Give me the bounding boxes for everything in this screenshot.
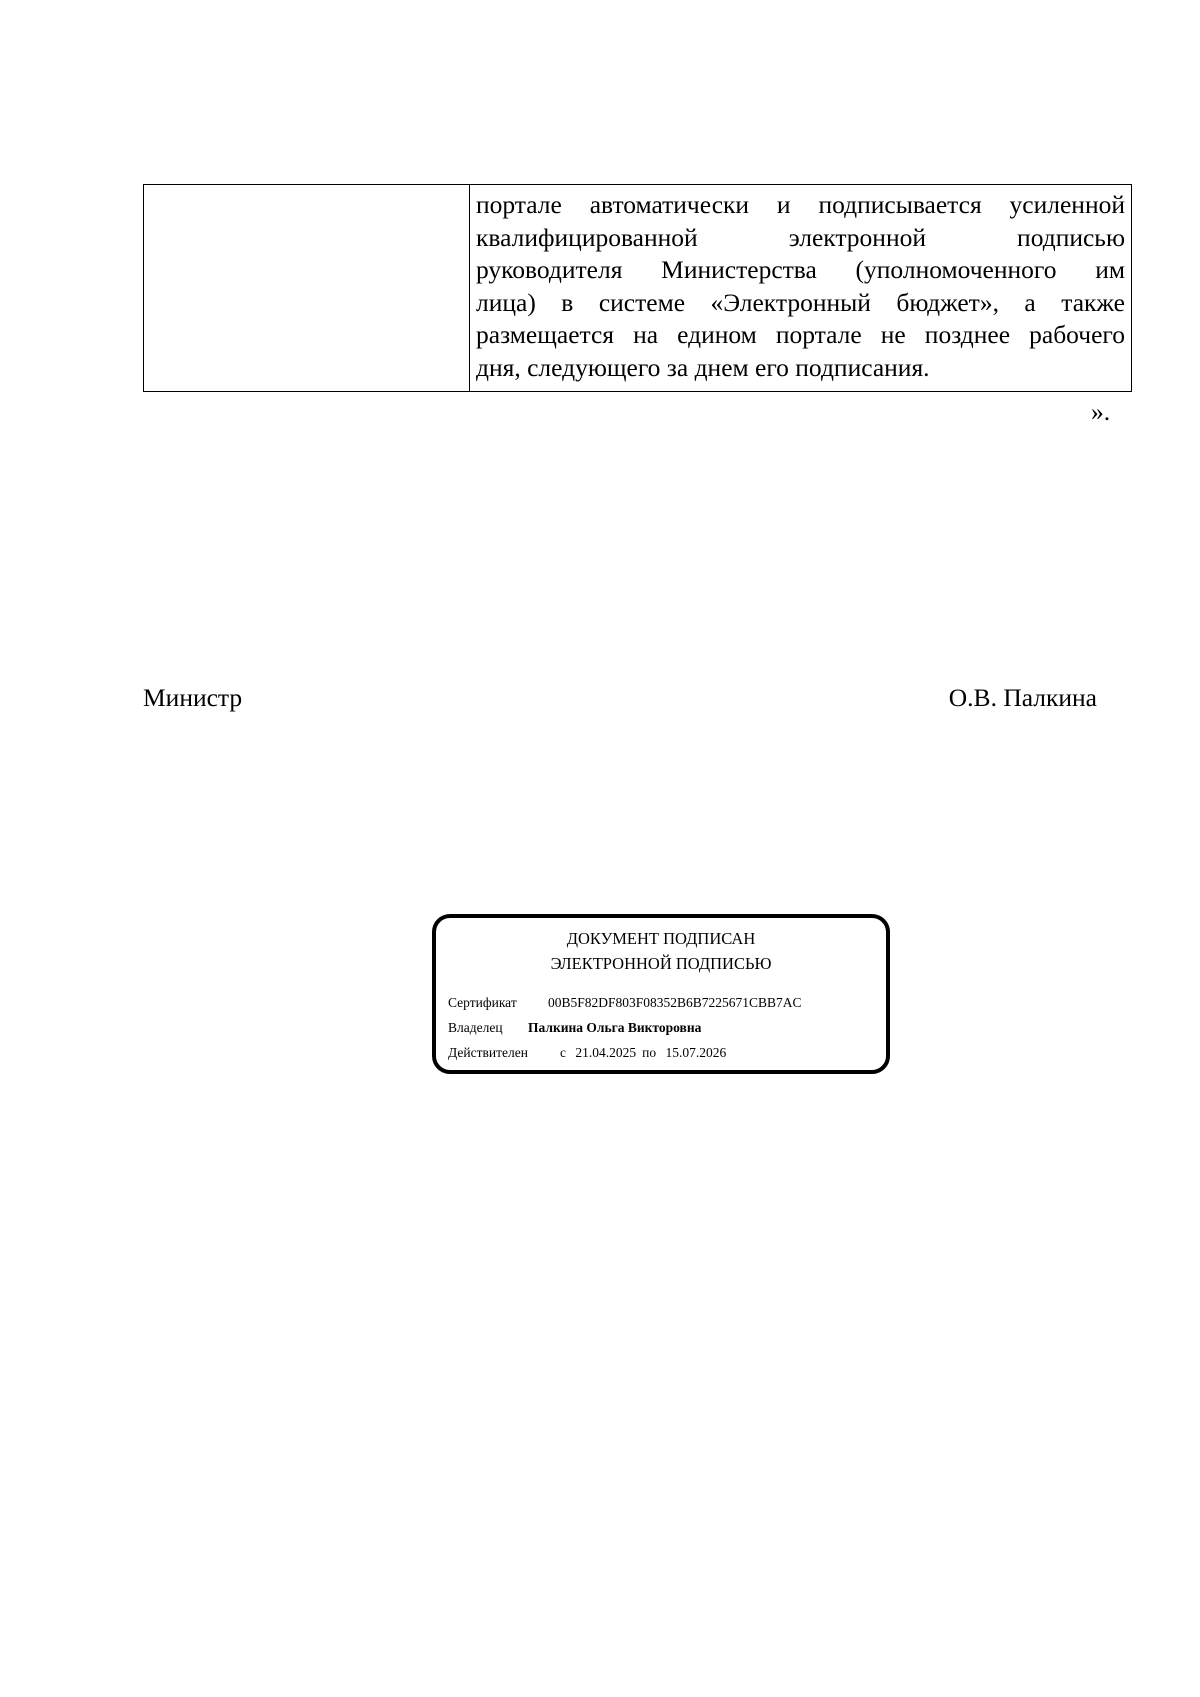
signer-name: О.В. Палкина (948, 683, 1097, 712)
signer-position: Министр (143, 683, 243, 712)
document-table (143, 184, 1132, 392)
table-text-line: руководителя Министерства (уполномоченного им (476, 255, 1125, 285)
table-text-line: дня, следующего за днем его подписания. (476, 352, 930, 382)
certificate-label: Сертификат (448, 995, 517, 1010)
stamp-owner-row (448, 1019, 701, 1037)
validity-from-date: 21.04.2025 (575, 1045, 637, 1060)
owner-value: Палкина Ольга Викторовна (528, 1020, 702, 1035)
stamp-title-line2: ЭЛЕКТРОННОЙ ПОДПИСЬЮ (550, 954, 772, 973)
validity-label: Действителен (448, 1045, 528, 1060)
table-text-line: квалифицированной электронной подписью (476, 222, 1125, 252)
table-text-line: размещается на едином портале не позднее рабочего (476, 320, 1125, 350)
validity-to-word: по (642, 1045, 657, 1060)
stamp-title-line1: ДОКУМЕНТ ПОДПИСАН (566, 929, 756, 948)
table-text-line: портале автоматически и подписывается усиленной (476, 190, 1125, 219)
certificate-value: 00B5F82DF803F08352B6B7225671CBB7AC (548, 995, 802, 1010)
stamp-certificate-row (448, 994, 802, 1012)
table-cell-right (470, 185, 1131, 391)
table-text-line: лица) в системе «Электронный бюджет», а также (476, 287, 1125, 317)
stamp-validity-row (448, 1044, 732, 1062)
validity-to-date: 15.07.2026 (665, 1045, 727, 1060)
validity-from-word: с (560, 1045, 566, 1060)
table-cell-left (144, 185, 470, 391)
owner-label: Владелец (448, 1020, 503, 1035)
electronic-signature-stamp (432, 914, 890, 1074)
closing-quote: ». (1091, 397, 1111, 426)
